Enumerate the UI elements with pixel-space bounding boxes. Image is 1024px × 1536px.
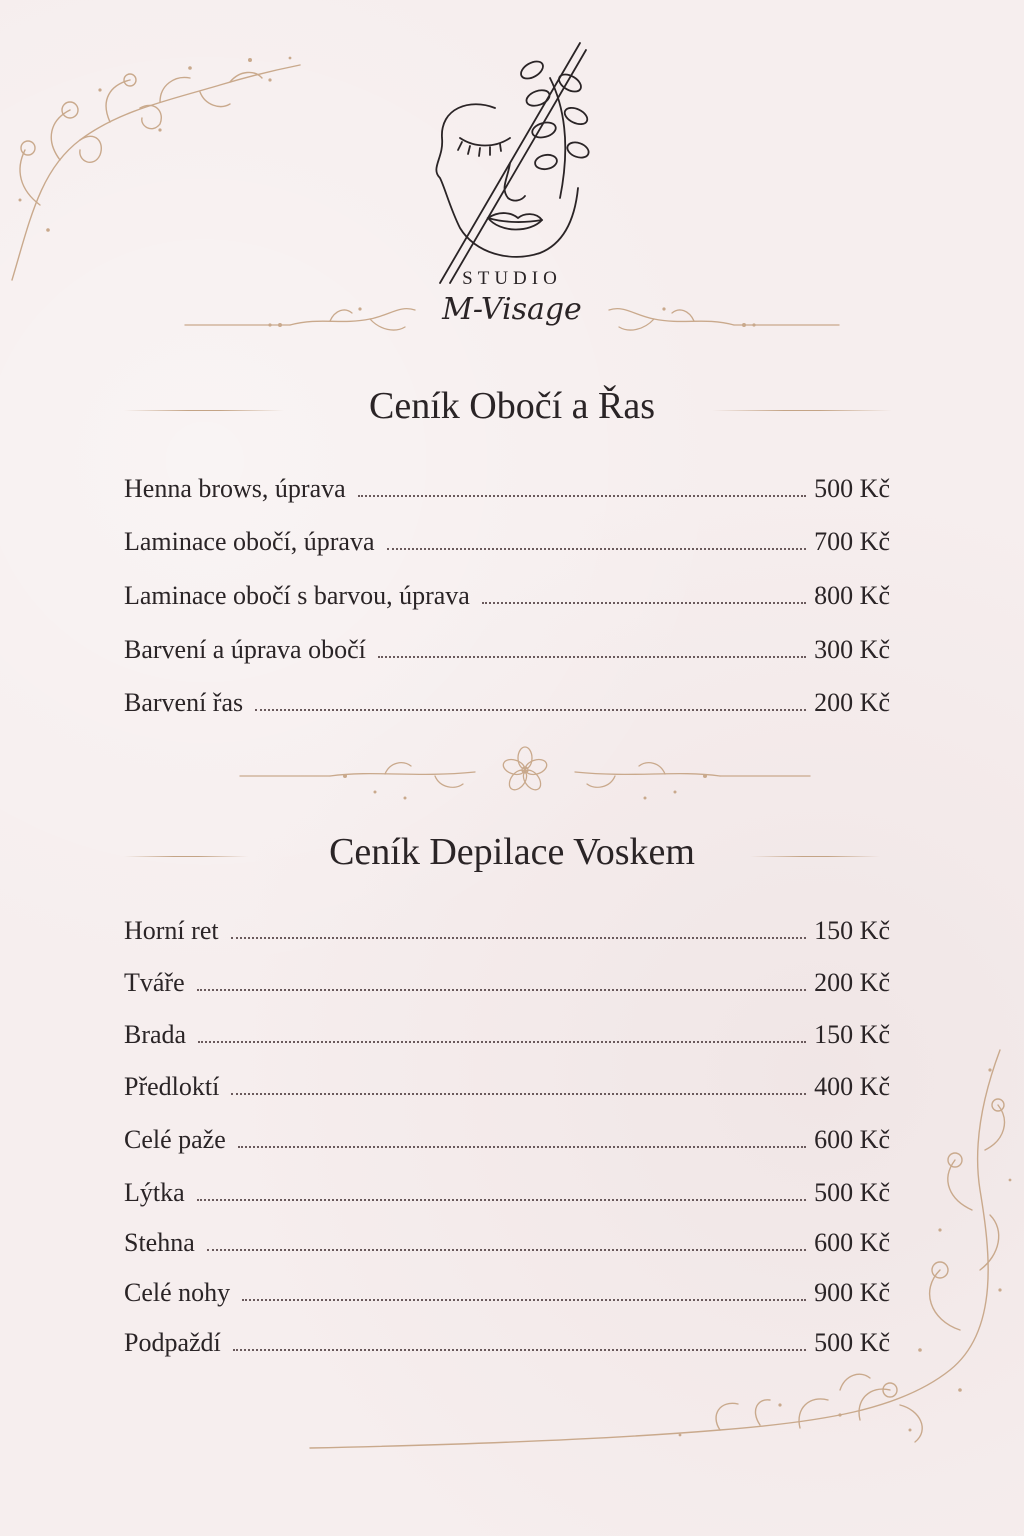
service-price: 200 Kč xyxy=(814,688,890,717)
price-row xyxy=(124,470,890,504)
price-row xyxy=(124,964,890,998)
service-price: 400 Kč xyxy=(814,1072,890,1101)
section-title-text: Ceník Obočí a Řas xyxy=(368,385,655,427)
section-title-text: Ceník Depilace Voskem xyxy=(329,831,695,873)
service-name: Předloktí xyxy=(124,1072,220,1101)
floral-corner-top-left-icon xyxy=(0,30,310,290)
service-name: Stehna xyxy=(124,1228,195,1257)
service-name: Celé paže xyxy=(124,1125,226,1154)
service-price: 200 Kč xyxy=(814,968,890,997)
price-row xyxy=(124,523,890,557)
price-row xyxy=(124,684,890,718)
service-name: Barvení a úprava obočí xyxy=(124,635,366,664)
service-name: Laminace obočí s barvou, úprava xyxy=(124,581,470,610)
dot-leader xyxy=(387,548,807,550)
service-name: Lýtka xyxy=(124,1178,185,1207)
price-row xyxy=(124,912,890,946)
service-price: 800 Kč xyxy=(814,581,890,610)
service-price: 500 Kč xyxy=(814,1178,890,1207)
dot-leader xyxy=(482,602,806,604)
floral-divider-icon xyxy=(235,740,815,810)
price-row xyxy=(124,577,890,611)
service-price: 600 Kč xyxy=(814,1228,890,1257)
service-price: 900 Kč xyxy=(814,1278,890,1307)
section-title-brows-lashes xyxy=(0,384,1024,428)
dot-leader xyxy=(231,937,807,939)
brand-name: M-Visage xyxy=(442,292,582,327)
dot-leader xyxy=(197,989,807,991)
service-name: Laminace obočí, úprava xyxy=(124,527,375,556)
floral-corner-bottom-right-icon xyxy=(300,1030,1024,1470)
service-price: 700 Kč xyxy=(814,527,890,556)
service-price: 300 Kč xyxy=(814,635,890,664)
service-price: 150 Kč xyxy=(814,1020,890,1049)
service-name: Henna brows, úprava xyxy=(124,474,346,503)
face-logo-icon xyxy=(400,38,620,298)
service-name: Horní ret xyxy=(124,916,219,945)
service-name: Brada xyxy=(124,1020,187,1049)
dot-leader xyxy=(255,709,806,711)
dot-leader xyxy=(358,495,807,497)
service-name: Tváře xyxy=(124,968,185,997)
service-name: Celé nohy xyxy=(124,1278,231,1307)
service-name: Barvení řas xyxy=(124,688,244,717)
service-price: 500 Kč xyxy=(814,1328,890,1357)
service-price: 500 Kč xyxy=(814,474,890,503)
section-title-wax-depilation xyxy=(0,830,1024,874)
service-name: Podpaždí xyxy=(124,1328,221,1357)
studio-label: STUDIO xyxy=(462,268,562,289)
price-row xyxy=(124,631,890,665)
service-price: 150 Kč xyxy=(814,916,890,945)
logo-divider-icon xyxy=(180,295,844,350)
dot-leader xyxy=(378,656,806,658)
service-price: 600 Kč xyxy=(814,1125,890,1154)
